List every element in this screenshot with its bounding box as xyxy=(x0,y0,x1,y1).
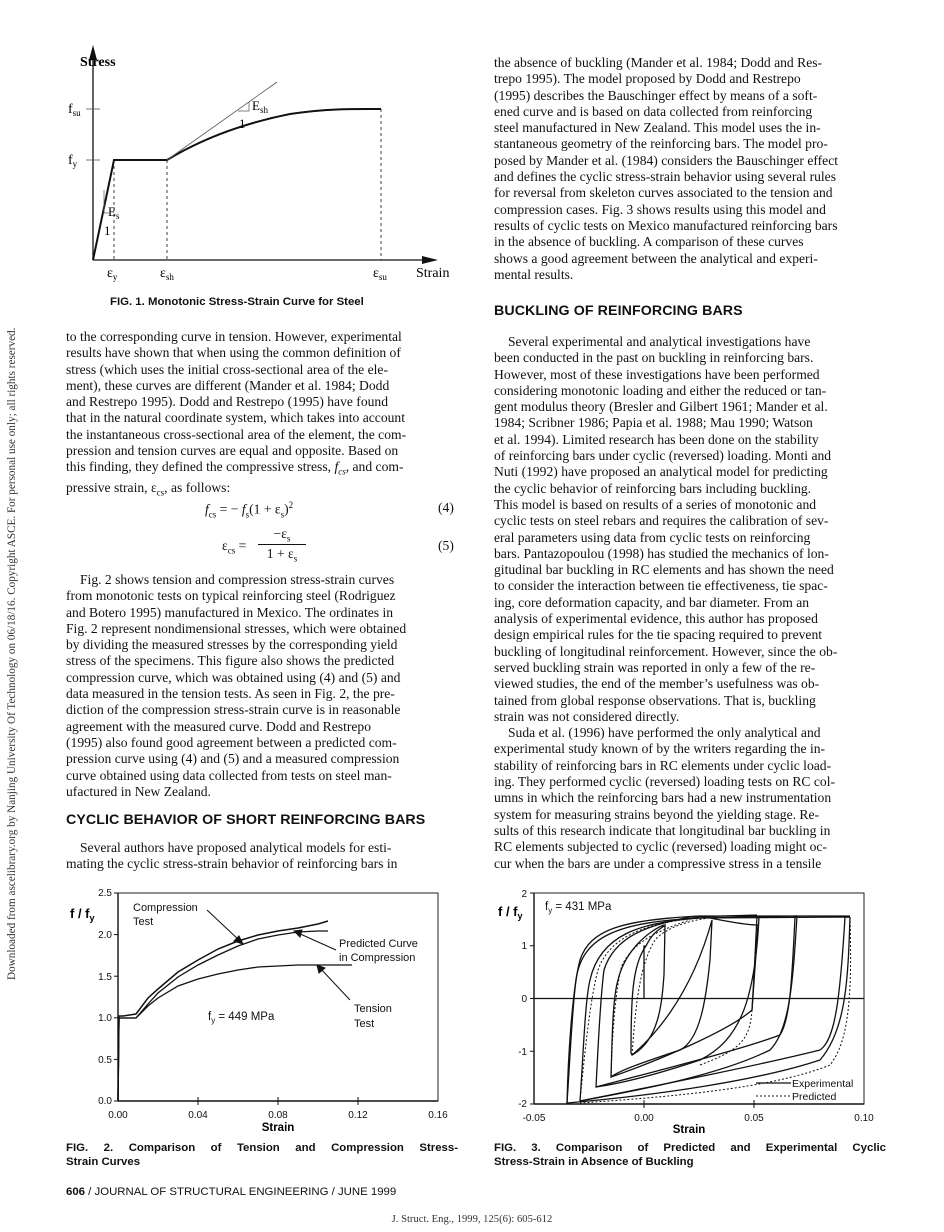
fig2-label-compression: Compression xyxy=(133,902,198,914)
fig3-y-axis-label: f / $f_y$ xyxy=(498,904,523,921)
text-line: mental results. xyxy=(494,266,574,282)
fig1-esh-one: 1 xyxy=(239,116,246,131)
text-line: results have shown that when using the common definition of xyxy=(66,345,401,361)
article-citation: J. Struct. Eng., 1999, 125(6): 605-612 xyxy=(391,1214,553,1225)
fig3-ytick: 2 xyxy=(521,889,527,900)
text-line: diction of the compression stress-strain curve is in reasonable xyxy=(66,702,401,718)
fig1-fy-label: $f_y$ xyxy=(68,153,78,169)
text-line: shows a good agreement between the analytical and experi- xyxy=(494,250,818,266)
fig2-ytick: 0.0 xyxy=(98,1096,112,1107)
fig1-y-axis-label: Stress xyxy=(80,55,116,70)
fig3-fy-annotation: $f_y = 431$ MPa xyxy=(545,901,612,915)
download-rights-text: Downloaded from ascelibrary.org by Nanjing University Of Technology on 06/18/16. Copyright ASCE. For personal use only; all rights reserved. xyxy=(6,327,18,980)
text-line: results of cyclic tests on Mexico manufactured reinforcing bars xyxy=(494,217,838,233)
text-line: compression cases. Fig. 3 shows results using this model and xyxy=(494,201,826,217)
text-line: posed by Mander et al. (1984) considers the Bauschinger effect xyxy=(494,152,839,168)
text-line: pression and tension curves are equal and opposite. Based on xyxy=(66,443,399,459)
text-line: et al. 1994). Limited research has been done on the stability xyxy=(494,431,819,447)
fig2-xtick: 0.16 xyxy=(428,1110,448,1121)
fig2-xtick: 0.12 xyxy=(348,1110,368,1121)
text-line: viewed studies, the end of the member’s usefulness was ob- xyxy=(494,676,820,692)
text-line: Fig. 2 shows tension and compression stress-strain curves xyxy=(80,572,395,587)
text-line: This model is based on results of a series of monotonic and xyxy=(494,496,817,512)
fig2-y-axis-label: f / $f_y$ xyxy=(70,906,95,923)
text-line: Nuti (1992) have proposed an analytical model for predicting xyxy=(494,464,828,480)
text-line: ing, core deformation capacity, and bar diameter. From an xyxy=(494,594,810,610)
fig3-legend-experimental: Experimental xyxy=(792,1078,854,1090)
page-footer xyxy=(66,1186,396,1198)
fig2-label-tension-test: Test xyxy=(354,1018,375,1030)
text-line: stantaneous geometry of the reinforcing bars. The model pro- xyxy=(494,136,828,152)
fig2-label-compression-test: Test xyxy=(133,916,154,928)
fig3-xtick: -0.05 xyxy=(522,1113,546,1124)
section-heading-buckling: BUCKLING OF REINFORCING BARS xyxy=(494,303,743,319)
fig1-fsu-label: $f_{su}$ xyxy=(68,102,81,118)
text-line: stress of the specimens. This figure also shows the predicted xyxy=(66,653,395,669)
text-line: and defines the cyclic stress-strain behavior using several rules xyxy=(494,169,836,185)
text-line: cur when the bars are under a compressive stress in a tensile xyxy=(494,855,822,871)
text-line: buckling of longitudinal reinforcement. However, since the ob- xyxy=(494,643,838,659)
text-line: tained from global response observations. That is, buckling xyxy=(494,692,816,708)
fig1-esh-label: $E_{sh}$ xyxy=(252,98,268,115)
fig2-ytick: 2.0 xyxy=(98,930,112,941)
fig1-epsy-label: $\varepsilon_y$ xyxy=(107,266,118,282)
fig2-xtick: 0.08 xyxy=(268,1110,288,1121)
fig3-xtick: 0.00 xyxy=(634,1113,654,1124)
text-line: and Restrepo 1995). Dodd and Restrepo (1995) have found xyxy=(66,394,389,410)
download-rights-note xyxy=(2,260,22,980)
text-line: Several experimental and analytical investigations have xyxy=(508,334,811,349)
text-line: agreement with the measured curve. Dodd and Restrepo xyxy=(66,718,371,734)
section-heading-cyclic: CYCLIC BEHAVIOR OF SHORT REINFORCING BARS xyxy=(66,812,426,828)
text-line: by dividing the measured stresses by the corresponding yield xyxy=(66,637,398,653)
fig3-ytick: 0 xyxy=(521,994,527,1005)
text-line: stress (which uses the initial cross-sectional area of the ele- xyxy=(66,361,388,377)
equation-4-number: (4) xyxy=(438,500,454,515)
fig2-label-predicted: Predicted Curve xyxy=(339,938,418,950)
text-line: bars. Pantazopoulou (1998) has studied the mechanics of lon- xyxy=(494,545,829,561)
text-line: this finding, they defined the compressive stress, $f_{cs}$, and com- xyxy=(66,459,404,478)
fig2-x-axis-label: Strain xyxy=(261,1122,295,1134)
text-line: experimental study known of by the writers regarding the in- xyxy=(494,741,826,757)
text-line: Fig. 2 represent nondimensional stresses, which were obtained xyxy=(66,620,407,636)
equation-5-numerator: $-\varepsilon_s$ xyxy=(273,526,291,544)
fig3-xtick: 0.10 xyxy=(854,1113,874,1124)
text-line: data measured in the tension tests. As seen in Fig. 2, the pre- xyxy=(66,686,395,702)
text-line: cyclic tests on steel rebars and requires the calibration of sev- xyxy=(494,513,829,529)
fig3-legend-predicted: Predicted xyxy=(792,1091,837,1103)
text-line: Several authors have proposed analytical models for esti- xyxy=(80,840,392,855)
text-line: gent modulus theory (Bresler and Gilbert 1961; Mander et al. xyxy=(494,399,828,415)
left-para-1 xyxy=(66,329,458,501)
text-line: the instantaneous cross-sectional area of the element, the com- xyxy=(66,426,407,442)
fig1-monotonic-curve xyxy=(60,40,460,290)
fraction-bar xyxy=(258,544,306,545)
left-para-3 xyxy=(66,840,458,873)
fig2-ytick: 1.5 xyxy=(98,972,112,983)
text-line: trepo 1995). The model proposed by Dodd and Restrepo xyxy=(494,71,801,87)
text-line: in the absence of buckling. A comparison of these curves xyxy=(494,234,804,250)
text-line: of reinforcing bars under cyclic (reversed) loading. Monti and xyxy=(494,448,832,464)
text-line: ufactured in New Zealand. xyxy=(66,783,211,799)
text-line: 1984; Scribner 1986; Papia et al. 1988; Mau 1990; Watson xyxy=(494,415,813,431)
text-line: pressive strain, $\varepsilon_{cs}$, as follows: xyxy=(66,480,231,499)
fig1-x-axis-label: Strain xyxy=(416,266,450,281)
text-line: for reversal from skeleton curves associated to the tension and xyxy=(494,185,833,201)
text-line: that in the natural coordinate system, which takes into account xyxy=(66,410,405,426)
text-line: steel manufactured in New Zealand. This model uses the in- xyxy=(494,120,821,136)
journal-name: / JOURNAL OF STRUCTURAL ENGINEERING / JUNE 1999 xyxy=(85,1186,397,1198)
text-line: design empirical rules for the tie spacing required to prevent xyxy=(494,627,823,643)
text-line: (1995) also found good agreement between a predicted com- xyxy=(66,734,397,750)
text-line: ment), these curves are different (Mander et al. 1984; Dodd xyxy=(66,377,390,393)
fig2-label-tension: Tension xyxy=(354,1003,392,1015)
left-para-2 xyxy=(66,572,458,800)
fig1-es-one: 1 xyxy=(104,223,111,238)
equation-5-denominator: $1 + \varepsilon_s$ xyxy=(266,546,298,564)
equation-4: $f_{cs}$ = − $f_s(1 + \varepsilon_s)^2$ xyxy=(205,500,294,520)
text-line: ing. They performed cyclic (reversed) loading tests on RC col- xyxy=(494,774,835,790)
fig1-caption: FIG. 1. Monotonic Stress-Strain Curve for Steel xyxy=(110,296,364,308)
page-number: 606 xyxy=(66,1186,86,1198)
equation-5-number: (5) xyxy=(438,538,454,553)
text-line: gitudinal bar buckling in RC elements and has shown the need xyxy=(494,562,834,578)
text-line: strain was not considered directly. xyxy=(494,708,680,724)
text-line: sults of this research indicate that longitudinal bar buckling in xyxy=(494,822,831,838)
fig2-xtick: 0.00 xyxy=(108,1110,128,1121)
text-line: pression curve using (4) and (5) and a measured compression xyxy=(66,751,400,767)
fig3-xtick: 0.05 xyxy=(744,1113,764,1124)
fig3-ytick: -2 xyxy=(518,1099,527,1110)
text-line: umns in which the reinforcing bars had a new instrumentation xyxy=(494,790,832,806)
fig2-label-predicted-compression: in Compression xyxy=(339,952,416,964)
fig3-ytick: -1 xyxy=(518,1047,527,1058)
fig1-epssh-label: $\varepsilon_{sh}$ xyxy=(160,266,174,282)
fig2-ytick: 1.0 xyxy=(98,1013,112,1024)
fig1-epssu-label: $\varepsilon_{su}$ xyxy=(373,266,387,282)
text-line: served buckling strain was reported in only a few of the re- xyxy=(494,659,816,675)
text-line: to consider the interaction between tie effectiveness, tie spac- xyxy=(494,578,828,594)
fig2-tension-compression-chart xyxy=(60,882,460,1138)
text-line: from monotonic tests on typical reinforcing steel (Rodriguez xyxy=(66,588,396,604)
fig3-cyclic-chart xyxy=(480,882,900,1138)
text-line: ened curve and is based on data collected from reinforcing xyxy=(494,103,813,119)
text-line: analysis of experimental evidence, this author has proposed xyxy=(494,611,818,627)
text-line: the absence of buckling (Mander et al. 1984; Dodd and Res- xyxy=(494,55,823,70)
text-line: the cyclic behavior of reinforcing bars including buckling. xyxy=(494,480,812,496)
right-para-1 xyxy=(494,55,886,283)
text-line: compression curve, which was obtained using (4) and (5) and xyxy=(66,669,401,685)
text-line: and Botero 1995) manufactured in Mexico. The ordinates in xyxy=(66,604,394,620)
fig3-caption: FIG. 3. Comparison of Predicted and Experimental Cyclic Stress-Strain in Absence of Buckling xyxy=(494,1142,886,1168)
fig1-es-label: $E_s$ xyxy=(108,204,120,221)
text-line: mating the cyclic stress-strain behavior of reinforcing bars in xyxy=(66,856,398,872)
fig3-x-axis-label: Strain xyxy=(672,1124,706,1136)
fig2-caption: FIG. 2. Comparison of Tension and Compression Stress- Strain Curves xyxy=(66,1142,458,1168)
fig2-ytick: 2.5 xyxy=(98,888,112,899)
fig2-fy-annotation: $f_y = 449$ MPa xyxy=(208,1011,275,1025)
text-line: stability of reinforcing bars in RC elements under cyclic load- xyxy=(494,757,832,773)
text-line: curve obtained using data collected from tests on steel man- xyxy=(66,767,392,783)
text-line: considering monotonic loading and either the reduced or tan- xyxy=(494,382,827,398)
text-line: However, most of these investigations have been performed xyxy=(494,366,820,382)
equation-5: $\varepsilon_{cs}$ = xyxy=(222,538,247,556)
fig2-ytick: 0.5 xyxy=(98,1055,112,1066)
text-line: eral parameters using data from cyclic tests on reinforcing xyxy=(494,529,811,545)
fig3-ytick: 1 xyxy=(521,941,527,952)
text-line: Suda et al. (1996) have performed the only analytical and xyxy=(508,725,821,741)
text-line: (1995) describes the Bauschinger effect by means of a soft- xyxy=(494,87,818,103)
fig2-xtick: 0.04 xyxy=(188,1110,208,1121)
text-line: to the corresponding curve in tension. However, experimental xyxy=(66,329,402,344)
right-para-2 xyxy=(494,334,886,872)
text-line: RC elements subjected to cyclic (reversed) loading might oc- xyxy=(494,839,827,855)
text-line: been conducted in the past on buckling in reinforcing bars. xyxy=(494,350,814,366)
text-line: system for measuring strains beyond the yielding stage. Re- xyxy=(494,806,820,822)
